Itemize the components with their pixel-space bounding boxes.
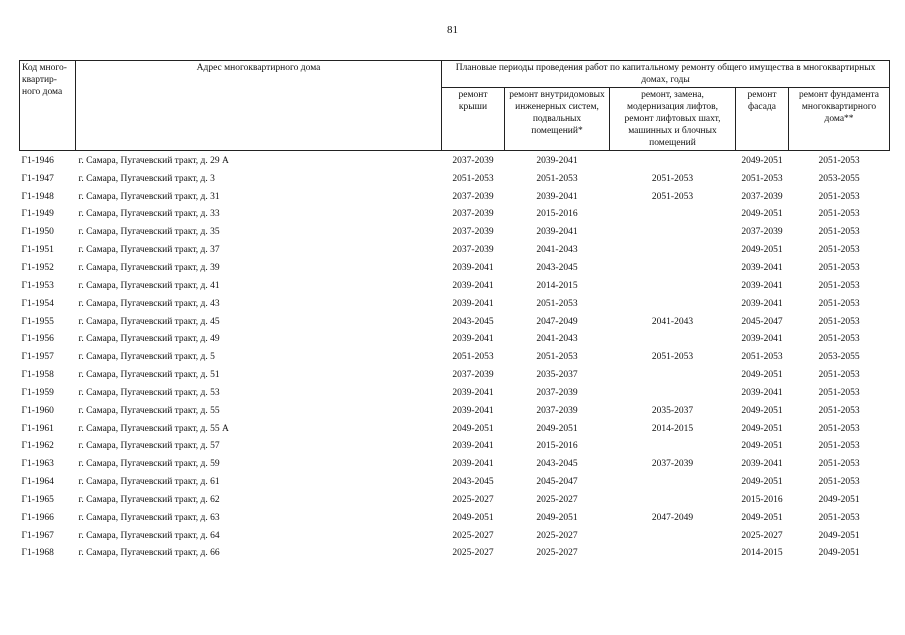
cell-lifts (610, 295, 736, 313)
cell-address: г. Самара, Пугачевский тракт, д. 41 (78, 280, 220, 291)
cell-roof: 2039-2041 (452, 262, 494, 273)
cell-facade: 2039-2041 (741, 280, 783, 291)
cell-code: Г1-1965 (21, 494, 54, 505)
cell-foundation: 2051-2053 (818, 441, 860, 452)
cell-lifts: 2014-2015 (651, 423, 694, 434)
cell-address: г. Самара, Пугачевский тракт, д. 33 (78, 209, 220, 220)
cell-lifts (610, 241, 736, 259)
cell-code: Г1-1968 (21, 548, 54, 559)
cell-roof: 2039-2041 (452, 280, 494, 291)
cell-systems: 2015-2016 (536, 209, 578, 220)
cell-systems: 2039-2041 (536, 227, 578, 238)
cell-address: г. Самара, Пугачевский тракт, д. 31 (78, 191, 220, 202)
table-row (20, 509, 890, 527)
cell-code: Г1-1957 (21, 352, 54, 363)
cell-code: Г1-1966 (21, 512, 54, 523)
header-address: Адрес многоквартирного дома (76, 61, 442, 151)
cell-foundation: 2051-2053 (818, 459, 860, 470)
cell-roof: 2039-2041 (452, 441, 494, 452)
cell-lifts (610, 438, 736, 456)
cell-roof: 2037-2039 (452, 370, 494, 381)
cell-lifts: 2037-2039 (651, 459, 694, 470)
cell-facade: 2015-2016 (741, 494, 783, 505)
cell-facade: 2051-2053 (741, 352, 783, 363)
cell-foundation: 2051-2053 (818, 245, 860, 256)
cell-systems: 2049-2051 (536, 512, 578, 523)
cell-address: г. Самара, Пугачевский тракт, д. 29 А (78, 155, 229, 166)
table-row (20, 473, 890, 491)
table-row (20, 366, 890, 384)
table-row (20, 402, 890, 420)
cell-lifts (610, 545, 736, 563)
cell-foundation: 2053-2055 (818, 173, 860, 184)
cell-address: г. Самара, Пугачевский тракт, д. 61 (78, 477, 220, 488)
cell-systems: 2037-2039 (536, 405, 578, 416)
cell-code: Г1-1967 (21, 530, 54, 541)
cell-foundation: 2049-2051 (818, 494, 860, 505)
cell-foundation: 2051-2053 (818, 405, 860, 416)
cell-systems: 2025-2027 (536, 494, 578, 505)
header-code: Код много-квартир-ного дома (20, 61, 76, 151)
cell-code: Г1-1955 (21, 316, 54, 327)
cell-lifts (610, 330, 736, 348)
cell-facade: 2039-2041 (741, 298, 783, 309)
cell-foundation: 2051-2053 (818, 280, 860, 291)
cell-facade: 2049-2051 (741, 423, 783, 434)
table-row (20, 527, 890, 545)
cell-facade: 2037-2039 (741, 227, 783, 238)
cell-address: г. Самара, Пугачевский тракт, д. 51 (78, 370, 220, 381)
cell-address: г. Самара, Пугачевский тракт, д. 35 (78, 227, 220, 238)
cell-facade: 2051-2053 (741, 173, 783, 184)
cell-foundation: 2051-2053 (818, 512, 860, 523)
cell-lifts: 2035-2037 (651, 405, 694, 416)
table-row (20, 455, 890, 473)
cell-address: г. Самара, Пугачевский тракт, д. 66 (78, 548, 220, 559)
cell-systems: 2025-2027 (536, 548, 578, 559)
header-foundation: ремонт фундамента многоквартирного дома** (789, 88, 890, 151)
cell-roof: 2025-2027 (452, 494, 494, 505)
cell-code: Г1-1946 (21, 155, 54, 166)
cell-foundation: 2051-2053 (818, 191, 860, 202)
capital-repair-table (19, 60, 890, 562)
cell-roof: 2049-2051 (452, 512, 494, 523)
cell-address: г. Самара, Пугачевский тракт, д. 55 (78, 405, 220, 416)
cell-roof: 2039-2041 (452, 298, 494, 309)
cell-facade: 2045-2047 (741, 316, 783, 327)
cell-lifts (610, 277, 736, 295)
cell-facade: 2014-2015 (741, 548, 783, 559)
cell-systems: 2043-2045 (536, 262, 578, 273)
cell-address: г. Самара, Пугачевский тракт, д. 57 (78, 441, 220, 452)
cell-systems: 2014-2015 (536, 280, 578, 291)
cell-lifts (610, 151, 736, 170)
cell-address: г. Самара, Пугачевский тракт, д. 62 (78, 494, 220, 505)
cell-foundation: 2051-2053 (818, 227, 860, 238)
cell-roof: 2039-2041 (452, 387, 494, 398)
cell-foundation: 2051-2053 (818, 316, 860, 327)
cell-code: Г1-1960 (21, 405, 54, 416)
cell-facade: 2049-2051 (741, 477, 783, 488)
cell-roof: 2037-2039 (452, 191, 494, 202)
cell-foundation: 2049-2051 (818, 530, 860, 541)
cell-facade: 2049-2051 (741, 209, 783, 220)
cell-code: Г1-1954 (21, 298, 54, 309)
cell-systems: 2041-2043 (536, 245, 578, 256)
cell-facade: 2039-2041 (741, 262, 783, 273)
cell-address: г. Самара, Пугачевский тракт, д. 3 (78, 173, 215, 184)
cell-roof: 2025-2027 (452, 548, 494, 559)
cell-lifts (610, 206, 736, 224)
cell-code: Г1-1963 (21, 459, 54, 470)
table-row (20, 438, 890, 456)
table-row (20, 206, 890, 224)
cell-lifts (610, 366, 736, 384)
cell-code: Г1-1949 (21, 209, 54, 220)
header-facade: ремонт фасада (736, 88, 789, 151)
cell-roof: 2043-2045 (452, 477, 494, 488)
cell-foundation: 2051-2053 (818, 370, 860, 381)
cell-roof: 2039-2041 (452, 405, 494, 416)
cell-address: г. Самара, Пугачевский тракт, д. 49 (78, 334, 220, 345)
table-body (20, 151, 890, 563)
cell-foundation: 2051-2053 (818, 334, 860, 345)
cell-roof: 2039-2041 (452, 459, 494, 470)
cell-systems: 2047-2049 (536, 316, 578, 327)
cell-systems: 2041-2043 (536, 334, 578, 345)
cell-foundation: 2051-2053 (818, 155, 860, 166)
cell-facade: 2049-2051 (741, 370, 783, 381)
table-row (20, 348, 890, 366)
cell-lifts: 2051-2053 (651, 191, 694, 202)
cell-foundation: 2051-2053 (818, 298, 860, 309)
cell-systems: 2035-2037 (536, 370, 578, 381)
cell-lifts: 2051-2053 (651, 352, 694, 363)
page-number: 81 (447, 24, 458, 36)
cell-facade: 2039-2041 (741, 334, 783, 345)
cell-systems: 2051-2053 (536, 352, 578, 363)
cell-systems: 2043-2045 (536, 459, 578, 470)
cell-facade: 2049-2051 (741, 512, 783, 523)
table-row (20, 295, 890, 313)
cell-code: Г1-1952 (21, 262, 54, 273)
cell-roof: 2049-2051 (452, 423, 494, 434)
cell-code: Г1-1948 (21, 191, 54, 202)
cell-address: г. Самара, Пугачевский тракт, д. 39 (78, 262, 220, 273)
cell-systems: 2039-2041 (536, 191, 578, 202)
cell-systems: 2037-2039 (536, 387, 578, 398)
table-row (20, 241, 890, 259)
table-row (20, 384, 890, 402)
cell-roof: 2037-2039 (452, 209, 494, 220)
table-row (20, 223, 890, 241)
cell-foundation: 2051-2053 (818, 477, 860, 488)
cell-code: Г1-1951 (21, 245, 54, 256)
cell-systems: 2025-2027 (536, 530, 578, 541)
cell-foundation: 2051-2053 (818, 209, 860, 220)
cell-code: Г1-1961 (21, 423, 54, 434)
cell-foundation: 2049-2051 (818, 548, 860, 559)
cell-code: Г1-1956 (21, 334, 54, 345)
table-row (20, 545, 890, 563)
cell-facade: 2039-2041 (741, 387, 783, 398)
header-lifts: ремонт, замена, модернизация лифтов, ремонт лифтовых шахт, машинных и блочных помещений (610, 88, 736, 151)
cell-facade: 2037-2039 (741, 191, 783, 202)
cell-roof: 2025-2027 (452, 530, 494, 541)
cell-lifts (610, 259, 736, 277)
cell-address: г. Самара, Пугачевский тракт, д. 45 (78, 316, 220, 327)
cell-code: Г1-1947 (21, 173, 54, 184)
cell-lifts: 2051-2053 (651, 173, 694, 184)
cell-address: г. Самара, Пугачевский тракт, д. 59 (78, 459, 220, 470)
cell-systems: 2051-2053 (536, 173, 578, 184)
cell-code: Г1-1959 (21, 387, 54, 398)
cell-lifts (610, 491, 736, 509)
cell-roof: 2037-2039 (452, 227, 494, 238)
cell-foundation: 2051-2053 (818, 423, 860, 434)
cell-systems: 2039-2041 (536, 155, 578, 166)
cell-lifts: 2047-2049 (651, 512, 694, 523)
cell-address: г. Самара, Пугачевский тракт, д. 63 (78, 512, 220, 523)
cell-systems: 2049-2051 (536, 423, 578, 434)
table-row (20, 188, 890, 206)
cell-systems: 2045-2047 (536, 477, 578, 488)
cell-code: Г1-1950 (21, 227, 54, 238)
header-systems: ремонт внутридомовых инженерных систем, подвальных помещений* (505, 88, 610, 151)
cell-lifts (610, 473, 736, 491)
cell-facade: 2049-2051 (741, 155, 783, 166)
table-row (20, 313, 890, 331)
cell-address: г. Самара, Пугачевский тракт, д. 43 (78, 298, 220, 309)
cell-code: Г1-1964 (21, 477, 54, 488)
table-row (20, 491, 890, 509)
cell-facade: 2049-2051 (741, 245, 783, 256)
cell-roof: 2037-2039 (452, 155, 494, 166)
cell-foundation: 2051-2053 (818, 387, 860, 398)
cell-lifts (610, 527, 736, 545)
header-periods-group: Плановые периоды проведения работ по капитальному ремонту общего имущества в многоквартирных домах, годы (442, 61, 890, 88)
cell-roof: 2039-2041 (452, 334, 494, 345)
header-roof: ремонт крыши (442, 88, 505, 151)
cell-roof: 2037-2039 (452, 245, 494, 256)
table-row (20, 259, 890, 277)
cell-address: г. Самара, Пугачевский тракт, д. 5 (78, 352, 215, 363)
cell-facade: 2049-2051 (741, 441, 783, 452)
table-row (20, 277, 890, 295)
cell-roof: 2051-2053 (452, 173, 494, 184)
table-row (20, 151, 890, 170)
cell-lifts (610, 384, 736, 402)
cell-facade: 2025-2027 (741, 530, 783, 541)
cell-foundation: 2053-2055 (818, 352, 860, 363)
cell-roof: 2043-2045 (452, 316, 494, 327)
cell-code: Г1-1953 (21, 280, 54, 291)
cell-address: г. Самара, Пугачевский тракт, д. 55 А (78, 423, 229, 434)
cell-code: Г1-1962 (21, 441, 54, 452)
cell-address: г. Самара, Пугачевский тракт, д. 53 (78, 387, 220, 398)
cell-lifts (610, 223, 736, 241)
table-row (20, 330, 890, 348)
cell-foundation: 2051-2053 (818, 262, 860, 273)
table-row (20, 420, 890, 438)
cell-lifts: 2041-2043 (651, 316, 694, 327)
cell-roof: 2051-2053 (452, 352, 494, 363)
cell-facade: 2039-2041 (741, 459, 783, 470)
cell-address: г. Самара, Пугачевский тракт, д. 64 (78, 530, 220, 541)
cell-systems: 2015-2016 (536, 441, 578, 452)
table-row (20, 170, 890, 188)
table-header (20, 61, 890, 151)
cell-code: Г1-1958 (21, 370, 54, 381)
cell-systems: 2051-2053 (536, 298, 578, 309)
cell-facade: 2049-2051 (741, 405, 783, 416)
cell-address: г. Самара, Пугачевский тракт, д. 37 (78, 245, 220, 256)
